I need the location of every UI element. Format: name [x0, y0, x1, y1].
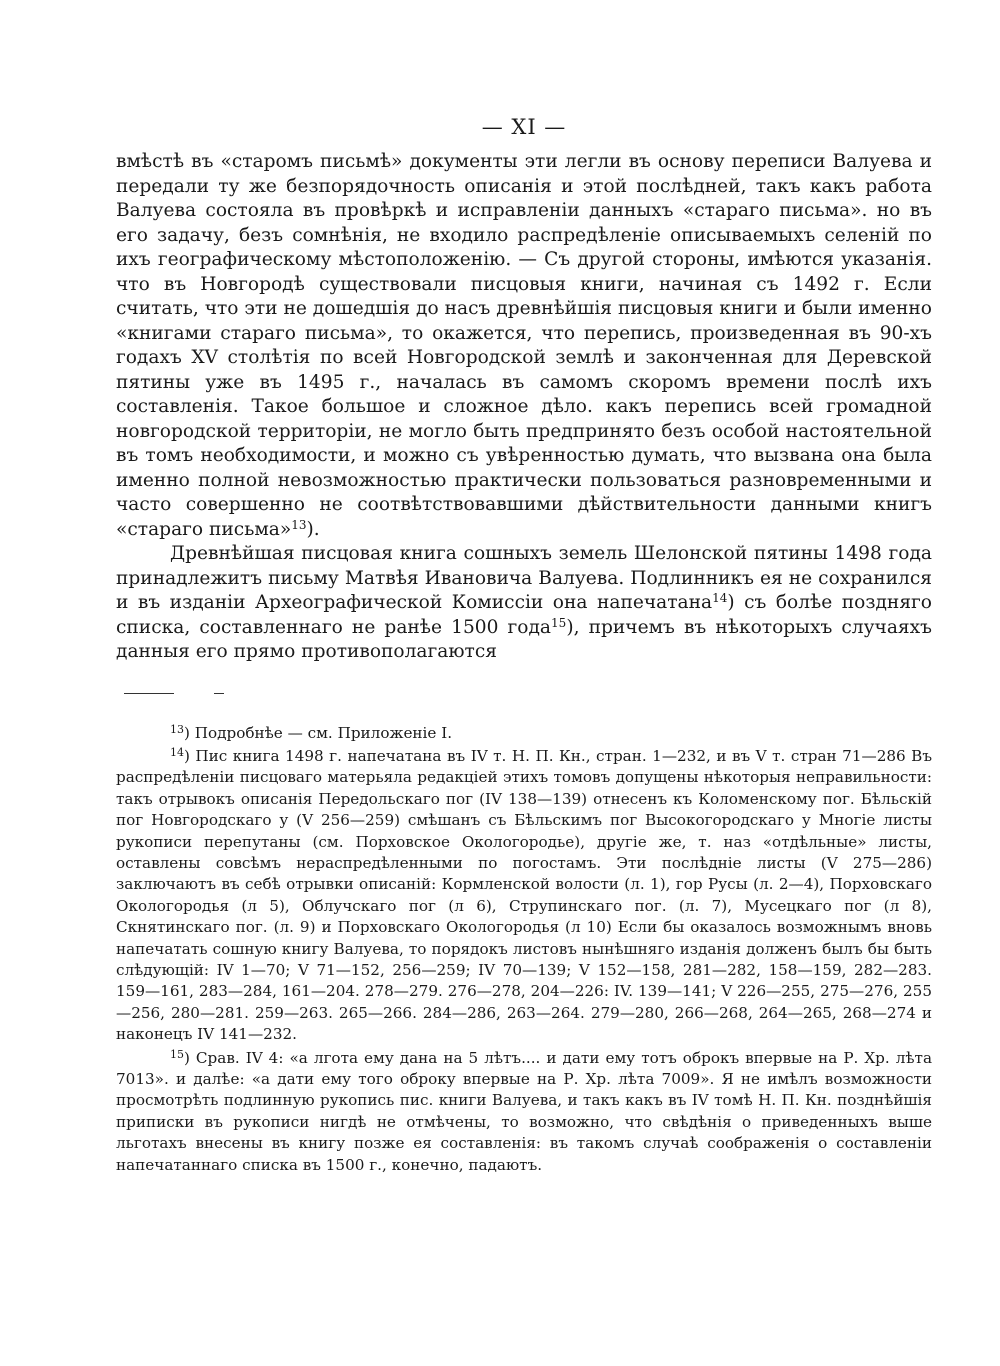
footnote-14 [116, 746, 932, 1046]
footnote-ref-13[interactable]: 13 [291, 517, 307, 532]
paragraph-continuation [116, 150, 932, 542]
document-page [116, 112, 932, 1178]
paragraph-text: вмѣстѣ въ «старомъ письмѣ» документы эти легли въ основу переписи Валуева и передали ту же безпорядочность описанія и этой послѣдней, такъ какъ работа Валуева состояла въ провѣркѣ и исправленіи данныхъ «стараго письма». но въ его задачу, безъ сомнѣнія, не входило распредѣленіе описываемыхъ селеній по ихъ географическому мѣстоположенію. — Съ другой стороны, имѣются указанія. что въ Новгородѣ существовали писцовыя книги, начиная съ 1492 г. Если считать, что эти не дошедшія до насъ древнѣйшія писцовыя книги и были именно «книгами стараго письма», то окажется, что перепись, произведенная въ 90-хъ годахъ XV столѣтія по всей Новгородской землѣ и законченная для Деревской пятины уже въ 1495 г., началась въ самомъ скоромъ времени послѣ ихъ составленія. Такое большое и сложное дѣло. какъ перепись всей громадной новгородской территоріи, не могло быть предпринято безъ особой настоятельной въ томъ необходимости, и можно съ увѣренностью думать, что вызвана она была именно полной невозможностью практически пользоваться разновременными и часто совершенно не соотвѣтствовавшими дѣйствительности данными книгъ «стараго письма» [116, 151, 932, 540]
paragraph-text-b: ) съ болѣе поздняго списка, составленнаго не ранѣе 1500 года [116, 592, 932, 638]
footnote-15 [116, 1048, 932, 1176]
separator-line [124, 693, 174, 694]
footnote-text: ) Срав. IV 4: «а лгота ему дана на 5 лѣтъ.... и дати ему тотъ оброкъ впервые на Р. Хр. лѣта 7013». и далѣе: «а дати ему того оброку впервые на Р. Хр. лѣта 7009». Я не имѣлъ возможности просмотрѣть подлинную рукопись пис. книги Валуева, и такъ какъ въ IV томѣ Н. П. Кн. позднѣйшія приписки въ рукописи нигдѣ не отмѣчены, то возможно, что свѣдѣнія о приведенныхъ выше льготахъ внесены въ книгу позже ея составленія: въ такомъ случаѣ соображенія о составленіи напечатаннаго списка въ 1500 г., конечно, падаютъ. [116, 1048, 932, 1174]
footnote-ref-15[interactable]: 15 [551, 615, 567, 630]
footnote-separator [116, 665, 932, 723]
separator-line-short [214, 693, 224, 694]
footnote-number: 15 [170, 1047, 184, 1061]
paragraph-valuev-book [116, 542, 932, 665]
footnote-text: ) Подробнѣе — см. Приложеніе I. [184, 723, 453, 742]
footnote-number: 13 [170, 722, 184, 736]
footnote-number: 14 [170, 745, 184, 759]
footnotes [116, 723, 932, 1177]
footnote-ref-14[interactable]: 14 [712, 591, 728, 605]
page-number: — XI — [481, 115, 567, 139]
footnote-13 [116, 723, 932, 744]
paragraph-end: ). [306, 518, 320, 540]
footnote-text: ) Пис книга 1498 г. напечатана въ IV т. Н. П. Кн., стран. 1—232, и въ V т. стран 71—286 Въ распредѣленіи писцоваго матерьяла редакціей этихъ томовъ допущены нѣкоторыя неправильности: такъ отрывокъ описанія Передольскаго пог (IV 138—139) отнесенъ къ Коломенскому пог. Бѣльскій пог Новгородскаго у (V 256—259) смѣшанъ съ Бѣльскимъ пог Высокогородскаго у Многіе листы рукописи перепутаны (см. Порховское Окологородье), другіе же, т. наз «отдѣльные» листы, оставлены совсѣмъ нераспредѣленными по погостамъ. Эти послѣдніе листы (V 275—286) заключаютъ въ себѣ отрывки описаній: Кормленской волости (л. 1), гор Русы (л. 2—4), Порховскаго Окологородья (л 5), Облучскаго пог (л 6), Струпинскаго пог. (л. 7), Мусецкаго пог (л 8), Скнятинскаго пог. (л. 9) и Порховскаго Окологородья (л 10) Если бы оказалось возможнымъ вновь напечатать сошную книгу Валуева, то порядокъ листовъ нынѣшняго изданія долженъ былъ бы быть слѣдующій: IV 1—70; V 71—152, 256—259; IV 70—139; V 152—158, 281—282, 158—159, 282—283. 159—161, 283—284, 161—204. 278—279. 276—278, 204—226: IV. 139—141; V 226—255, 275—276, 255—256, 280—281. 259—263. 265—266. 284—286, 263—264. 279—280, 266—268, 264—265, 268—274 и наконецъ IV 141—232. [116, 746, 932, 1044]
paragraph-text-c: ), причемъ въ нѣкоторыхъ случаяхъ данныя его прямо противополагаются [116, 616, 932, 662]
paragraph-text-a: Древнѣйшая писцовая книга сошныхъ земель Шелонской пятины 1498 года принадлежитъ письму Матвѣя Ивановича Валуева. Подлинникъ ея не сохранился и въ изданіи Археографической Комиссіи она напечатана [116, 543, 932, 613]
